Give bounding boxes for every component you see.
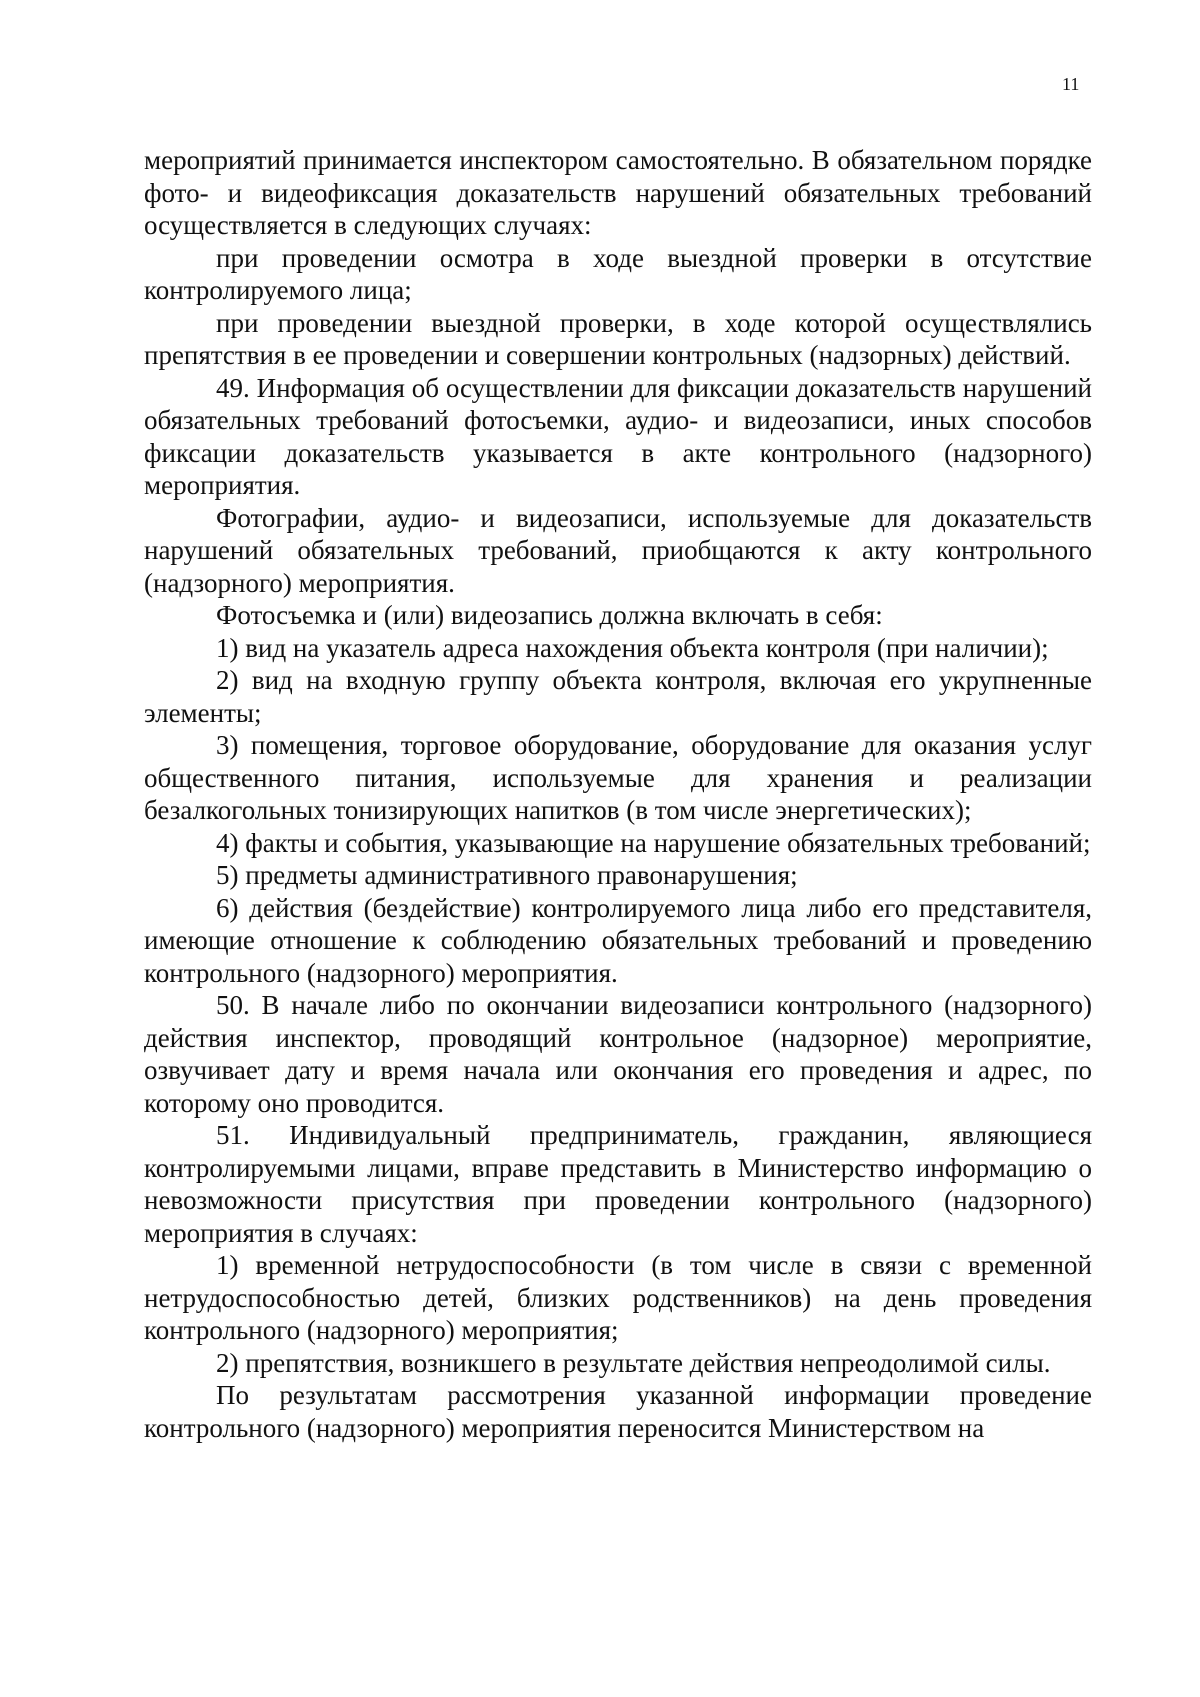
paragraph-case-obstruction: при проведении выездной проверки, в ходе которой осуществлялись препятствия в ее проведении и совершении контрольных (надзорных) действий. bbox=[144, 307, 1092, 370]
list-item-4-facts: 4) факты и события, указывающие на нарушение обязательных требований; bbox=[216, 827, 1091, 858]
list-item-1-disability: 1) временной нетрудоспособности (в том числе в связи с временной нетрудоспособностью детей, близких родственников) на день проведения контрольного (надзорного) мероприятия; bbox=[144, 1250, 1092, 1345]
list-item-2-force-majeure: 2) препятствия, возникшего в результате действия непреодолимой силы. bbox=[216, 1347, 1051, 1378]
paragraph-49: 49. Информация об осуществлении для фиксации доказательств нарушений обязательных требований фотосъемки, аудио- и видеозаписи, иных способов фиксации доказательств указывается в акте контрольного (надзорного) мероприятия. bbox=[144, 372, 1092, 500]
document-body bbox=[144, 144, 1092, 1444]
paragraph-result: По результатам рассмотрения указанной информации проведение контрольного (надзорного) мероприятия переносится Министерством на bbox=[144, 1380, 1092, 1443]
list-item-6-actions: 6) действия (бездействие) контролируемого лица либо его представителя, имеющие отношение к соблюдению обязательных требований и проведению контрольного (надзорного) мероприятия. bbox=[144, 892, 1092, 988]
paragraph-50: 50. В начале либо по окончании видеозаписи контрольного (надзорного) действия инспектор, проводящий контрольное (надзорное) мероприятие, озвучивает дату и время начала или окончания его проведения и адрес, по которому оно проводится. bbox=[144, 990, 1092, 1118]
list-item-2-entrance: 2) вид на входную группу объекта контроля, включая его укрупненные элементы; bbox=[144, 665, 1092, 728]
paragraph-49-must-include: Фотосъемка и (или) видеозапись должна включать в себя: bbox=[216, 600, 883, 630]
list-item-1-address: 1) вид на указатель адреса нахождения объекта контроля (при наличии); bbox=[216, 632, 1049, 663]
page-number: 11 bbox=[1062, 74, 1080, 94]
paragraph-case-inspection-absent: при проведении осмотра в ходе выездной проверки в отсутствие контролируемого лица; bbox=[144, 242, 1092, 305]
paragraph-51: 51. Индивидуальный предприниматель, гражданин, являющиеся контролируемыми лицами, вправе представить в Министерство информацию о невозможности присутствия при проведении контрольного (надзорного) мероприятия в случаях: bbox=[144, 1120, 1092, 1248]
paragraph-continuation: мероприятий принимается инспектором самостоятельно. В обязательном порядке фото- и видеофиксация доказательств нарушений обязательных требований осуществляется в следующих случаях: bbox=[144, 145, 1092, 240]
list-item-5-objects: 5) предметы административного правонарушения; bbox=[216, 860, 798, 890]
paragraph-49-photos: Фотографии, аудио- и видеозаписи, используемые для доказательств нарушений обязательных требований, приобщаются к акту контрольного (надзорного) мероприятия. bbox=[144, 502, 1092, 598]
list-item-3-premises: 3) помещения, торговое оборудование, оборудование для оказания услуг общественного питания, используемые для хранения и реализации безалкогольных тонизирующих напитков (в том числе энергетических); bbox=[144, 730, 1092, 825]
